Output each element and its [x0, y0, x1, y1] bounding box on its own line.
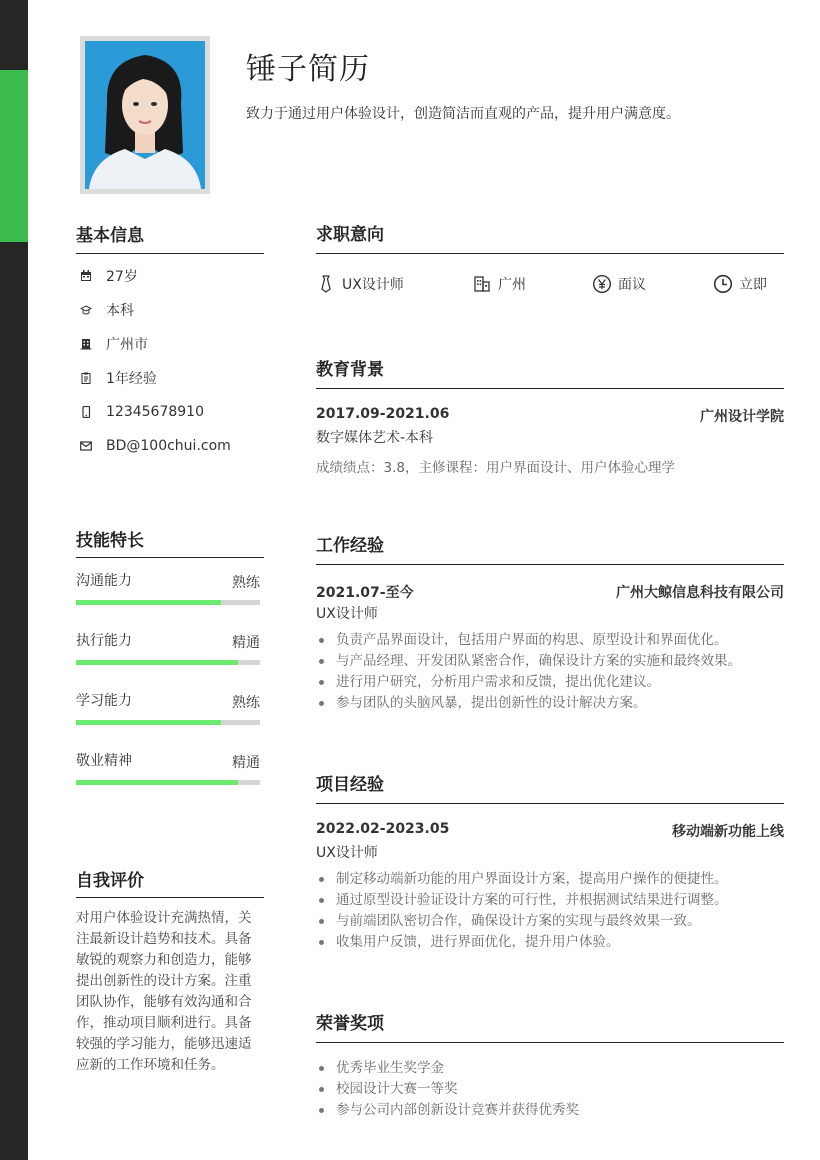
basic-info-title: 基本信息 — [76, 226, 144, 246]
resume-name: 锤子简历 — [246, 52, 370, 87]
skill-bar-fill — [76, 660, 238, 665]
education-header — [316, 406, 784, 426]
list-item: 收集用户反馈，进行界面优化，提升用户体验。 — [316, 932, 786, 953]
self-eval-divider — [76, 897, 264, 898]
calendar-icon — [78, 268, 94, 284]
education-note: 成绩绩点：3.8，主修课程：用户界面设计、用户体验心理学 — [316, 460, 675, 476]
project-title: 项目经验 — [316, 775, 384, 795]
skill-level: 熟练 — [232, 695, 260, 711]
profile-photo-frame — [80, 36, 210, 194]
intent-city — [472, 272, 526, 296]
project-name: 移动端新功能上线 — [672, 824, 784, 840]
list-item: 制定移动端新功能的用户界面设计方案，提高用户操作的便捷性。 — [316, 869, 786, 890]
intent-position — [316, 272, 404, 296]
info-degree — [78, 300, 134, 320]
work-role: UX设计师 — [316, 606, 378, 622]
project-header — [316, 821, 784, 841]
info-experience — [78, 368, 157, 388]
intent-text: 面议 — [618, 277, 646, 293]
self-eval-text: 对用户体验设计充满热情，关注最新设计趋势和技术。具备敏锐的观察力和创造力，能够提出创新性的设计方案。注重团队协作，能够有效沟通和合作，推动项目顺利进行。具备较强的学习能力，能够迅速适应新的工作环境和任务。 — [76, 910, 252, 1073]
skill-bar — [76, 780, 260, 785]
profile-photo — [85, 41, 205, 189]
clipboard-icon — [78, 370, 94, 386]
skill-item — [76, 630, 260, 665]
skill-item — [76, 570, 260, 605]
resume-tagline: 致力于通过用户体验设计，创造简洁而直观的产品，提升用户满意度。 — [246, 106, 680, 122]
education-school: 广州设计学院 — [700, 409, 784, 425]
skill-level: 熟练 — [232, 575, 260, 591]
intent-text: 立即 — [739, 277, 767, 293]
education-period: 2017.09-2021.06 — [316, 406, 450, 422]
education-major: 数字媒体艺术-本科 — [316, 430, 434, 446]
info-text: 12345678910 — [106, 404, 204, 420]
skill-bar-fill — [76, 600, 221, 605]
accent-strip — [0, 70, 28, 242]
skill-name: 学习能力 — [76, 693, 132, 709]
info-text: 本科 — [106, 303, 134, 319]
list-item: 校园设计大赛一等奖 — [316, 1079, 786, 1100]
intent-salary — [592, 272, 646, 296]
project-period: 2022.02-2023.05 — [316, 821, 450, 837]
info-age — [78, 266, 138, 286]
project-role: UX设计师 — [316, 845, 378, 861]
info-email — [78, 436, 231, 456]
list-item: 负责产品界面设计，包括用户界面的构思、原型设计和界面优化。 — [316, 630, 786, 651]
skill-name: 敬业精神 — [76, 753, 132, 769]
skill-name: 执行能力 — [76, 633, 132, 649]
honors-divider — [316, 1042, 784, 1043]
intent-divider — [316, 253, 784, 254]
intent-text: UX设计师 — [342, 277, 404, 293]
list-item: 优秀毕业生奖学金 — [316, 1058, 786, 1079]
intent-title: 求职意向 — [316, 225, 384, 245]
mail-icon — [78, 438, 94, 454]
skill-level: 精通 — [232, 635, 260, 651]
list-item: 与产品经理、开发团队紧密合作，确保设计方案的实施和最终效果。 — [316, 651, 786, 672]
project-bullets — [316, 869, 786, 953]
basic-info-divider — [76, 253, 264, 254]
phone-icon — [78, 404, 94, 420]
skill-bar-fill — [76, 780, 238, 785]
education-title: 教育背景 — [316, 360, 384, 380]
skill-bar-fill — [76, 720, 221, 725]
yen-icon — [592, 274, 612, 294]
skill-bar — [76, 720, 260, 725]
building-icon — [78, 336, 94, 352]
list-item: 与前端团队密切合作，确保设计方案的实现与最终效果一致。 — [316, 911, 786, 932]
work-period: 2021.07-至今 — [316, 585, 414, 601]
info-text: 广州市 — [106, 337, 148, 353]
list-item: 参与公司内部创新设计竞赛并获得优秀奖 — [316, 1100, 786, 1121]
info-text: 1年经验 — [106, 371, 157, 387]
honors-title: 荣誉奖项 — [316, 1014, 384, 1034]
info-phone — [78, 402, 204, 422]
skills-divider — [76, 557, 264, 558]
intent-text: 广州 — [498, 277, 526, 293]
work-header — [316, 582, 784, 602]
skill-bar — [76, 660, 260, 665]
skill-level: 精通 — [232, 755, 260, 771]
list-item: 进行用户研究，分析用户需求和反馈，提出优化建议。 — [316, 672, 786, 693]
work-company: 广州大鲸信息科技有限公司 — [616, 585, 784, 601]
list-item: 参与团队的头脑风暴，提出创新性的设计解决方案。 — [316, 693, 786, 714]
skill-bar — [76, 600, 260, 605]
self-eval-title: 自我评价 — [76, 871, 144, 891]
info-text: BD@100chui.com — [106, 438, 231, 454]
list-item: 通过原型设计验证设计方案的可行性，并根据测试结果进行调整。 — [316, 890, 786, 911]
work-bullets — [316, 630, 786, 714]
city-icon — [472, 274, 492, 294]
honors-bullets — [316, 1058, 786, 1121]
education-divider — [316, 388, 784, 389]
clock-icon — [713, 274, 733, 294]
skill-item — [76, 750, 260, 785]
info-text: 27岁 — [106, 269, 138, 285]
graduation-cap-icon — [78, 302, 94, 318]
work-divider — [316, 564, 784, 565]
info-city — [78, 334, 148, 354]
tie-icon — [316, 274, 336, 294]
skills-title: 技能特长 — [76, 531, 144, 551]
skill-name: 沟通能力 — [76, 573, 132, 589]
work-title: 工作经验 — [316, 536, 384, 556]
skill-item — [76, 690, 260, 725]
project-divider — [316, 803, 784, 804]
intent-availability — [713, 272, 767, 296]
